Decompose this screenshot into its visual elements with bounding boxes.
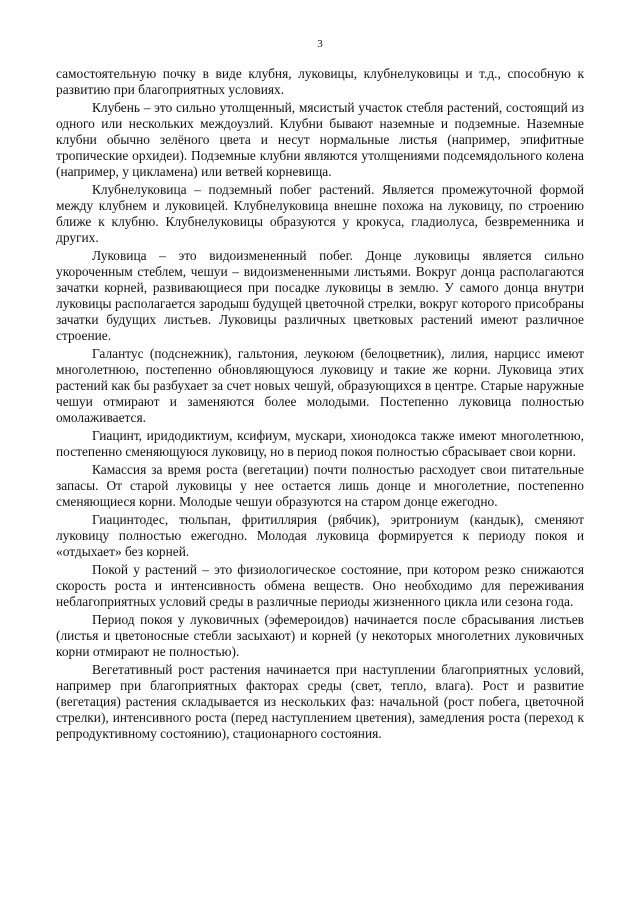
document-body: [56, 66, 584, 744]
paragraph-camassia: Камассия за время роста (вегетации) почти полностью расходует свои питательные запасы. От старой луковицы у нее остается лишь донце и многолетние, постепенно сменяющиеся корни. Молодые чешуи образуются на старом донце ежегодно.: [56, 462, 584, 509]
paragraph-tulip: Гиацинтодес, тюльпан, фритиллярия (рябчик), эритрониум (кандык), сменяют луковицу полностью ежегодно. Молодая луковица формируется к периоду покоя и «отдыхает» без корней.: [56, 512, 584, 559]
paragraph-galanthus: Галантус (подснежник), гальтония, леукоюм (белоцветник), лилия, нарцисс имеют многолетнюю, постепенно обновляющуюся луковицу и такие же корни. Луковица этих растений как бы разбухает за счет новых чешуй, образующихся в центре. Старые наружные чешуи отмирают и заменяются более молодыми. Постепенно луковица полностью омолаживается.: [56, 346, 584, 425]
paragraph-vegetative-growth: Вегетативный рост растения начинается при наступлении благоприятных условий, например при благоприятных факторах среды (свет, тепло, влага). Рост и развитие (вегетация) растения складывается из нескольких фаз: начальной (рост побега, цветочной стрелки), интенсивного роста (перед наступлением цветения), замедления роста (переход к репродуктивному состоянию), стационарного состояния.: [56, 662, 584, 741]
paragraph-bulb: Луковица – это видоизмененный побег. Донце луковицы является сильно укороченным стеблем, чешуи – видоизмененными листьями. Вокруг донца располагаются зачатки корней, развивающиеся при посадке луковицы в землю. У самого донца внутри луковицы располагается зародыш будущей цветочной стрелки, вокруг которого присобраны зачатки будущих листьев. Луковицы различных цветковых растений имеют различное строение.: [56, 248, 584, 343]
paragraph-continuation: самостоятельную почку в виде клубня, луковицы, клубнелуковицы и т.д., способную к развитию при благоприятных условиях.: [56, 66, 584, 97]
paragraph-tuber: Клубень – это сильно утолщенный, мясистый участок стебля растений, состоящий из одного или нескольких междоузлий. Клубни бывают наземные и подземные. Наземные клубни обычно зелёного цвета и несут нормальные листья (например, эпифитные тропические орхидеи). Подземные клубни являются утолщениями подсемядольного колена (например, у цикламена) или ветвей корневища.: [56, 100, 584, 179]
paragraph-hyacinth: Гиацинт, иридодиктиум, ксифиум, мускари, хионодокса также имеют многолетнюю, постепенно сменяющуюся луковицу, но в период покоя полностью сбрасывает свои корни.: [56, 428, 584, 459]
paragraph-dormancy-period: Период покоя у луковичных (эфемероидов) начинается после сбрасывания листьев (листья и цветоносные стебли засыхают) и корней (у некоторых многолетних луковичных корни отмирают не полностью).: [56, 612, 584, 659]
page-number: 3: [317, 38, 323, 50]
paragraph-dormancy: Покой у растений – это физиологическое состояние, при котором резко снижаются скорость роста и интенсивность обмена веществ. Оно необходимо для переживания неблагоприятных условий среды в различные периоды жизненного цикла или сезона года.: [56, 562, 584, 609]
paragraph-corm: Клубнелуковица – подземный побег растений. Является промежуточной формой между клубнем и луковицей. Клубнелуковица внешне похожа на луковицу, по строению ближе к клубню. Клубнелуковицы образуются у крокуса, гладиолуса, безвременника и других.: [56, 182, 584, 245]
